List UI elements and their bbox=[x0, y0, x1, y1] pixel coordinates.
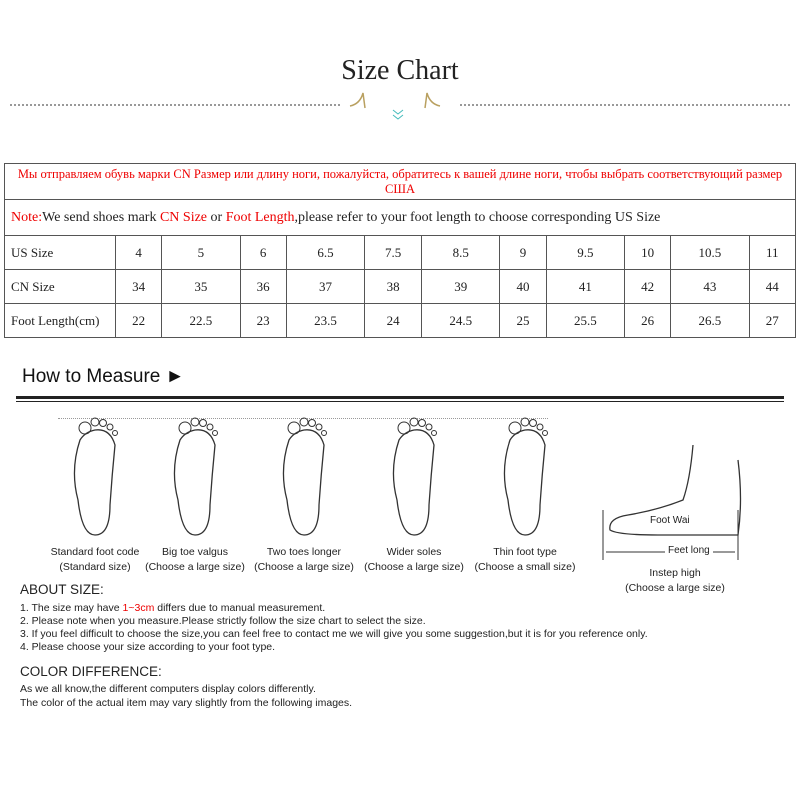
table-cell: 4 bbox=[116, 236, 162, 270]
table-cell: 8.5 bbox=[422, 236, 500, 270]
color-line: As we all know,the different computers display colors differently. bbox=[20, 683, 316, 695]
about-item: 2. Please note when you measure.Please strictly follow the size chart to select the size. bbox=[20, 615, 426, 627]
note-prefix: Note: bbox=[11, 209, 43, 225]
table-cell: 23.5 bbox=[286, 304, 364, 338]
note-cn: CN Size bbox=[159, 209, 208, 225]
table-cell: 24.5 bbox=[422, 304, 500, 338]
table-row bbox=[5, 270, 796, 304]
table-cell: 11 bbox=[749, 236, 795, 270]
notice-ru: Мы отправляем обувь марки CN Размер или длину ноги, пожалуйста, обратитесь к вашей длине ноги, чтобы выбрать соответствующий размер США bbox=[5, 164, 796, 200]
table-cell: 41 bbox=[546, 270, 624, 304]
foot-type-label: Two toes longer (Choose a large size) bbox=[254, 546, 354, 573]
table-cell: 26.5 bbox=[671, 304, 749, 338]
foot-type-label: Instep high (Choose a large size) bbox=[625, 567, 725, 594]
table-cell: 37 bbox=[286, 270, 364, 304]
about-size-heading: ABOUT SIZE: bbox=[20, 582, 104, 597]
table-cell: 24 bbox=[365, 304, 422, 338]
table-cell: 35 bbox=[162, 270, 240, 304]
color-line: The color of the actual item may vary slightly from the following images. bbox=[20, 697, 353, 709]
divider-left bbox=[10, 104, 340, 106]
table-cell: 34 bbox=[116, 270, 162, 304]
how-to-measure-heading: How to Measure ► bbox=[22, 366, 185, 387]
table-cell: 25.5 bbox=[546, 304, 624, 338]
foot-type-label: Wider soles (Choose a large size) bbox=[364, 546, 464, 573]
table-cell: 26 bbox=[625, 304, 671, 338]
size-table bbox=[4, 163, 796, 338]
divider bbox=[16, 396, 784, 399]
note-text: or bbox=[207, 209, 226, 225]
table-cell: 9 bbox=[500, 236, 546, 270]
feet-long-label: Feet long bbox=[665, 545, 713, 556]
divider bbox=[16, 401, 784, 402]
foot-outline-icon bbox=[160, 410, 230, 540]
table-cell: 36 bbox=[240, 270, 286, 304]
row-label: CN Size bbox=[5, 270, 116, 304]
table-cell: 27 bbox=[749, 304, 795, 338]
foot-type-label: Big toe valgus (Choose a large size) bbox=[145, 546, 245, 573]
foot-outline-icon bbox=[379, 410, 449, 540]
table-cell: 38 bbox=[365, 270, 422, 304]
table-cell: 6.5 bbox=[286, 236, 364, 270]
note-row bbox=[5, 200, 796, 236]
table-cell: 10.5 bbox=[671, 236, 749, 270]
table-cell: 9.5 bbox=[546, 236, 624, 270]
note-text: ,please refer to your foot length to choose corresponding US Size bbox=[294, 209, 661, 225]
row-label: US Size bbox=[5, 236, 116, 270]
note-fl: Foot Length bbox=[225, 209, 295, 225]
foot-type-label: Standard foot code (Standard size) bbox=[50, 546, 140, 573]
row-label: Foot Length(cm) bbox=[5, 304, 116, 338]
table-cell: 10 bbox=[625, 236, 671, 270]
table-cell: 23 bbox=[240, 304, 286, 338]
heels-icon bbox=[345, 88, 455, 123]
about-item: 3. If you feel difficult to choose the size,you can feel free to contact me we will give you some suggestion,but it is for you reference only. bbox=[20, 628, 648, 640]
table-cell: 7.5 bbox=[365, 236, 422, 270]
foot-outline-icon bbox=[269, 410, 339, 540]
table-row bbox=[5, 236, 796, 270]
note-text: We send shoes mark bbox=[42, 209, 160, 225]
foot-outline-icon bbox=[490, 410, 560, 540]
table-cell: 25 bbox=[500, 304, 546, 338]
page-title: Size Chart bbox=[341, 55, 459, 86]
table-cell: 40 bbox=[500, 270, 546, 304]
table-cell: 22.5 bbox=[162, 304, 240, 338]
table-row bbox=[5, 304, 796, 338]
about-item: 4. Please choose your size according to your foot type. bbox=[20, 641, 276, 653]
divider-right bbox=[460, 104, 790, 106]
table-cell: 22 bbox=[116, 304, 162, 338]
table-cell: 42 bbox=[625, 270, 671, 304]
about-item: 1. The size may have 1~3cm differs due to manual measurement. bbox=[20, 602, 326, 614]
color-difference-heading: COLOR DIFFERENCE: bbox=[20, 664, 162, 679]
table-cell: 39 bbox=[422, 270, 500, 304]
table-cell: 5 bbox=[162, 236, 240, 270]
foot-type-label: Thin foot type (Choose a small size) bbox=[474, 546, 576, 573]
table-cell: 6 bbox=[240, 236, 286, 270]
table-cell: 43 bbox=[671, 270, 749, 304]
foot-wai-label: Foot Wai bbox=[650, 515, 690, 526]
foot-outline-icon bbox=[60, 410, 130, 540]
table-cell: 44 bbox=[749, 270, 795, 304]
instep-foot-icon bbox=[598, 440, 748, 560]
